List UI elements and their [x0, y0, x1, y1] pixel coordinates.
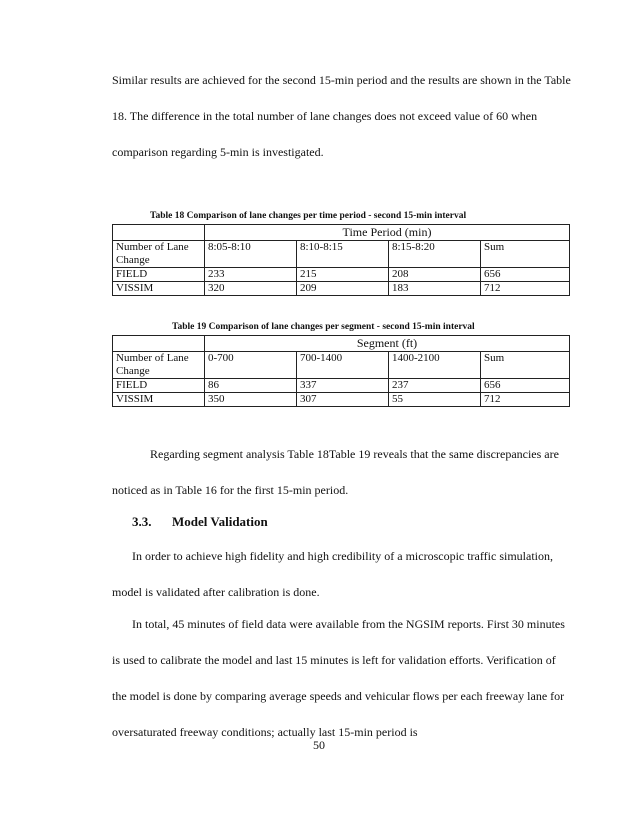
section-number: 3.3. [132, 514, 152, 529]
table-18-caption: Table 18 Comparison of lane changes per time period - second 15-min interval [150, 211, 467, 221]
table-cell: 712 [481, 282, 570, 296]
table-group-header: Segment (ft) [205, 336, 570, 352]
table-cell: 337 [297, 379, 389, 393]
table-cell: 233 [205, 268, 297, 282]
table-header-cell: 8:15-8:20 [389, 241, 481, 268]
table-cell: 237 [389, 379, 481, 393]
table-cell: 86 [205, 379, 297, 393]
table-cell: 350 [205, 393, 297, 407]
table-header-cell: 700-1400 [297, 352, 389, 379]
table-row [113, 241, 570, 268]
table-cell: FIELD [113, 268, 205, 282]
table-cell: 320 [205, 282, 297, 296]
paragraph-field-data: In total, 45 minutes of field data were available from the NGSIM reports. First 30 minutes is used to calibrate the model and last 15 minutes is left for validation efforts. Verification of the model is done by comparing average speeds and vehicular flows per each freeway lane for oversaturated freeway conditions; actually last 15-min period is [112, 617, 565, 739]
table-cell: 208 [389, 268, 481, 282]
table-19-caption: Table 19 Comparison of lane changes per segment - second 15-min interval [172, 322, 475, 332]
table-cell-empty [113, 225, 205, 241]
section-title: Model Validation [172, 514, 268, 529]
table-cell: 55 [389, 393, 481, 407]
paragraph-segment-analysis: Regarding segment analysis Table 18Table 19 reveals that the same discrepancies are noticed as in Table 16 for the first 15-min period. [112, 447, 559, 497]
section-heading [132, 514, 268, 530]
table-cell: VISSIM [113, 282, 205, 296]
table-header-cell: Sum [481, 352, 570, 379]
table-cell: FIELD [113, 379, 205, 393]
table-row [113, 352, 570, 379]
table-cell: 712 [481, 393, 570, 407]
table-cell: 656 [481, 379, 570, 393]
table-18 [112, 224, 570, 296]
table-row [113, 268, 570, 282]
table-header-cell: 8:10-8:15 [297, 241, 389, 268]
table-row [113, 336, 570, 352]
paragraph-similar-results: Similar results are achieved for the second 15-min period and the results are shown in the Table 18. The difference in the total number of lane changes does not exceed value of 60 when comparison regarding 5-min is investigated. [112, 73, 571, 159]
table-header-cell: 1400-2100 [389, 352, 481, 379]
table-row [113, 225, 570, 241]
table-cell: 307 [297, 393, 389, 407]
table-cell-empty [113, 336, 205, 352]
table-row [113, 379, 570, 393]
table-cell: 656 [481, 268, 570, 282]
table-header-cell: Sum [481, 241, 570, 268]
table-header-cell: 8:05-8:10 [205, 241, 297, 268]
table-header-cell: Number of Lane Change [113, 241, 205, 268]
table-group-header: Time Period (min) [205, 225, 570, 241]
table-row [113, 282, 570, 296]
table-header-cell: 0-700 [205, 352, 297, 379]
table-cell: 209 [297, 282, 389, 296]
table-row [113, 393, 570, 407]
table-cell: 215 [297, 268, 389, 282]
table-header-cell: Number of Lane Change [113, 352, 205, 379]
table-19 [112, 335, 570, 407]
page-number: 50 [313, 738, 325, 752]
paragraph-validation-intro: In order to achieve high fidelity and high credibility of a microscopic traffic simulation, model is validated after calibration is done. [112, 549, 553, 599]
table-cell: VISSIM [113, 393, 205, 407]
table-cell: 183 [389, 282, 481, 296]
